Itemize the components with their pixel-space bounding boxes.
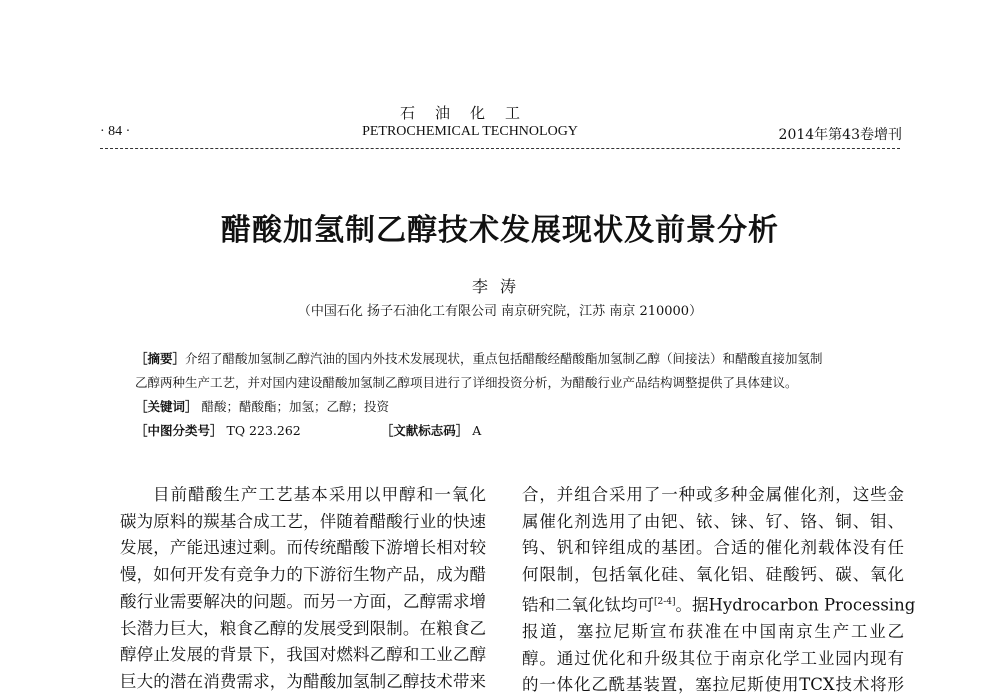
body-line: 属催化剂选用了由钯、铱、铼、钌、铬、铜、钼、 — [522, 511, 904, 531]
keywords: 醋酸；醋酸酯；加氢；乙醇；投资 — [201, 399, 390, 414]
body-line: 醇。通过优化和升级其位于南京化学工业园内现有 — [522, 648, 904, 668]
journal-name-en: PETROCHEMICAL TECHNOLOGY — [362, 124, 578, 139]
body-line: 碳为原料的羰基合成工艺，伴随着醋酸行业的快速 — [120, 511, 486, 531]
issue-info: 2014年第43卷增刊 — [778, 127, 902, 143]
keywords-line — [135, 397, 389, 415]
abstract-line — [135, 349, 823, 367]
abstract-label: ［摘要］ — [135, 351, 186, 366]
body-line: 的一体化乙酰基装置，塞拉尼斯使用TCX技术将形 — [522, 675, 904, 695]
abstract-text: 介绍了醋酸加氢制乙醇汽油的国内外技术发展现状，重点包括醋酸经醋酸酯加氢制乙醇（间接法）和醋酸直接加氢制 — [185, 351, 823, 366]
body-right-column — [522, 482, 916, 699]
affiliation: （中国石化 扬子石油化工有限公司 南京研究院，江苏 南京 210000） — [297, 304, 703, 319]
body-line: 巨大的潜在消费需求，为醋酸加氢制乙醇技术带来 — [120, 671, 486, 691]
doc-code: A — [472, 423, 482, 438]
body-line: 长潜力巨大，粮食乙醇的发展受到限制。在粮食乙 — [120, 618, 486, 638]
doc-code-label: ［文献标志码］ — [380, 423, 469, 438]
abstract-line: 乙醇两种生产工艺，并对国内建设醋酸加氢制乙醇项目进行了详细投资分析，为醋酸行业产品结构调整提供了具体建议。 — [135, 375, 798, 390]
body-line: 醇停止发展的背景下，我国对燃料乙醇和工业乙醇 — [120, 645, 486, 665]
header-rule — [100, 148, 900, 149]
author: 李涛 — [471, 277, 528, 296]
body-line: 何限制，包括氧化硅、氧化铝、硅酸钙、碳、氧化 — [522, 565, 904, 585]
body-line: 钨、钒和锌组成的基团。合适的催化剂载体没有任 — [522, 538, 904, 558]
body-text: 锆和二氧化钛均可 — [522, 595, 654, 615]
body-line — [522, 589, 916, 619]
citation: [2-4] — [654, 596, 676, 607]
clc-number: TQ 223.262 — [226, 423, 301, 438]
body-text: 。据Hydrocarbon Processing — [675, 595, 916, 615]
body-left-column — [120, 482, 486, 696]
body-line: 酸行业需要解决的问题。而另一方面，乙醇需求增 — [120, 591, 486, 611]
body-line: 报道，塞拉尼斯宣布获准在中国南京生产工业乙 — [522, 622, 904, 642]
keywords-label: ［关键词］ — [135, 399, 198, 414]
body-line: 发展，产能迅速过剩。而传统醋酸下游增长相对较 — [120, 538, 486, 558]
article-title: 醋酸加氢制乙醇技术发展现状及前景分析 — [221, 213, 779, 248]
classification-line — [135, 421, 481, 439]
body-line: 慢，如何开发有竞争力的下游衍生物产品，成为醋 — [120, 565, 486, 585]
body-line: 合，并组合采用了一种或多种金属催化剂，这些金 — [522, 485, 904, 504]
clc-label: ［中图分类号］ — [135, 423, 223, 438]
page-number: · 84 · — [100, 124, 131, 139]
body-line: 目前醋酸生产工艺基本采用以甲醇和一氧化 — [153, 485, 486, 504]
journal-name-cn: 石油化工 — [399, 104, 540, 122]
